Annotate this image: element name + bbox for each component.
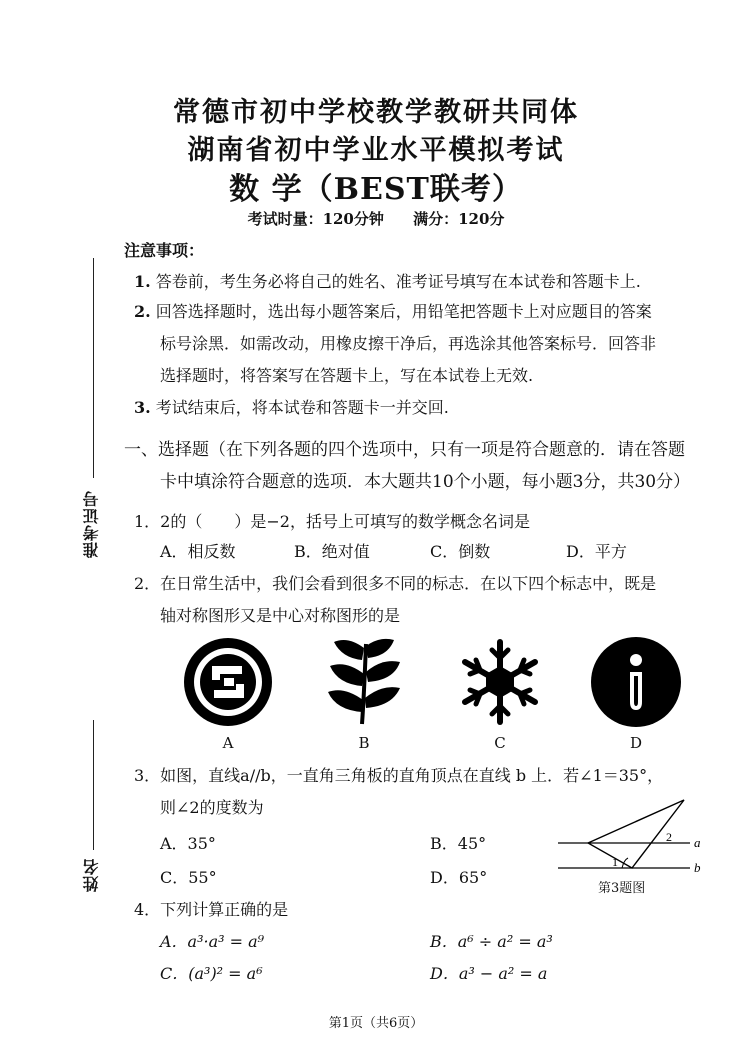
snowflake-icon: [454, 636, 546, 728]
q3-option-b: B．45°: [430, 834, 487, 853]
section-1-line-1: 一、选择题（在下列各题的四个选项中，只有一项是符合题意的．请在答题: [124, 440, 685, 460]
q1-option-a: A．相反数: [160, 542, 236, 561]
q1-option-b: B．绝对值: [294, 542, 370, 561]
coin-emblem-icon: [182, 636, 274, 728]
q3-line-1: 3．如图，直线a//b，一直角三角板的直角顶点在直线 b 上．若∠1＝35°，: [134, 766, 664, 785]
q1-option-c: C．倒数: [430, 542, 491, 561]
notice-item-2-line2: 标号涂黑．如需改动，用橡皮擦干净后，再选涂其他答案标号．回答非: [160, 334, 657, 353]
exam-no-label: 准考证号: [82, 490, 101, 558]
label-angle-2: 2: [666, 830, 672, 844]
label-b: b: [694, 860, 701, 875]
name-label: 姓名: [82, 858, 101, 892]
exam-time: 考试时量：120分钟: [247, 210, 384, 228]
label-angle-1: 1: [612, 855, 618, 869]
q3-line-2: 则∠2的度数为: [160, 798, 264, 817]
q4-option-b: B．a⁶ ÷ a² = a³: [430, 932, 553, 951]
q1-option-d: D．平方: [566, 542, 627, 561]
info-icon: [590, 636, 682, 728]
q4-option-d: D．a³ − a² = a: [430, 964, 548, 983]
q2-label-b: B: [358, 734, 370, 752]
q2-label-d: D: [629, 734, 643, 752]
notice-heading: 注意事项：: [124, 241, 205, 260]
binding-line-top: [93, 258, 94, 478]
title-line-2: 湖南省初中学业水平模拟考试: [187, 135, 565, 166]
leaves-icon: [318, 636, 410, 728]
full-score: 满分：120分: [413, 210, 505, 228]
exam-info: [0, 208, 752, 229]
q4-option-c: C．(a³)² = a⁶: [160, 964, 263, 983]
q3-option-a: A．35°: [160, 834, 216, 853]
q4-option-a: A．a³·a³ = a⁹: [160, 932, 265, 951]
q4-stem: 4．下列计算正确的是: [134, 900, 289, 919]
binding-line-mid: [93, 720, 94, 850]
section-1-line-2: 卡中填涂符合题意的选项．本大题共10个小题，每小题3分，共30分）: [160, 472, 691, 492]
q1-stem: 1．2的（ ）是−2，括号上可填写的数学概念名词是: [134, 512, 530, 531]
notice-item-2-line3: 选择题时，将答案写在答题卡上，写在本试卷上无效.: [160, 366, 534, 385]
notice-item-3: 3. 考试结束后，将本试卷和答题卡一并交回.: [134, 398, 449, 417]
label-a: a: [694, 835, 701, 850]
q3-option-c: C．55°: [160, 868, 217, 887]
title-line-3: 数 学（BEST联考）: [229, 172, 523, 207]
notice-item-1: 1. 答卷前，考生务必将自己的姓名、准考证号填写在本试卷和答题卡上.: [134, 272, 641, 291]
q3-option-d: D．65°: [430, 868, 488, 887]
q2-line-2: 轴对称图形又是中心对称图形的是: [160, 606, 401, 625]
q2-label-a: A: [222, 734, 234, 752]
title-line-1: 常德市初中学校教学教研共同体: [173, 97, 579, 128]
notice-item-2: 2. 回答选择题时，选出每小题答案后，用铅笔把答题卡上对应题目的答案: [134, 302, 652, 321]
q2-label-c: C: [494, 734, 506, 752]
page-footer: 第1页（共6页）: [328, 1016, 424, 1031]
q2-line-1: 2．在日常生活中，我们会看到很多不同的标志．在以下四个标志中，既是: [134, 574, 657, 593]
q3-figure-caption: 第3题图: [598, 881, 646, 896]
